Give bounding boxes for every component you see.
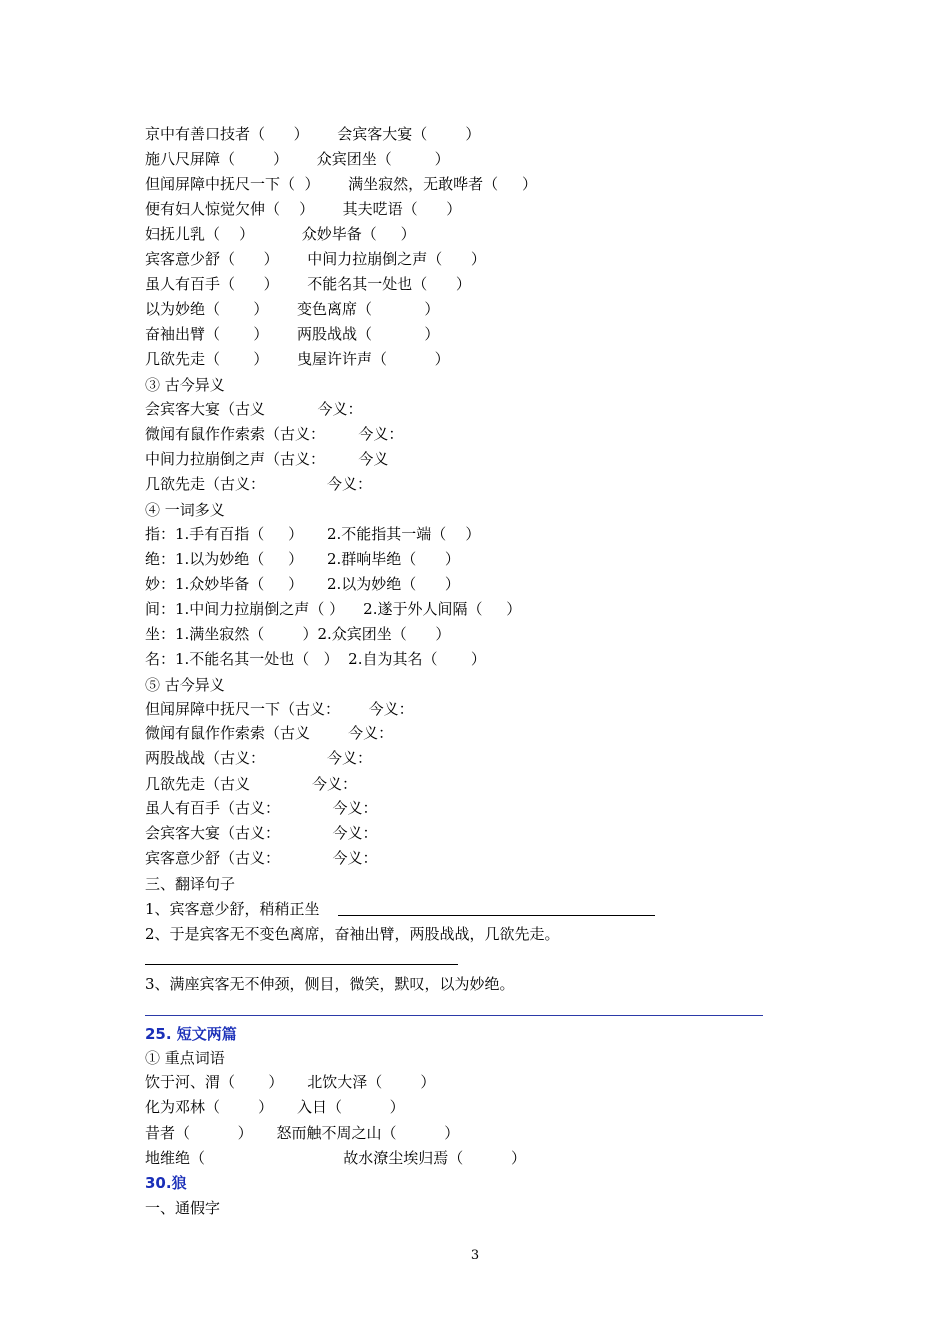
text-line: 中间力拉崩倒之声（古义： 今义 (145, 450, 389, 468)
text-line: 施八尺屏障（ ） 众宾团坐（ ） (145, 150, 450, 168)
answer-underline (338, 915, 655, 916)
text-line: 奋袖出臂（ ） 两股战战（ ） (145, 325, 440, 343)
section-divider (145, 1015, 763, 1016)
text-line: 化为邓林（ ） 入日（ ） (145, 1098, 405, 1116)
text-line: 微闻有鼠作作索索（古义 今义： (145, 724, 394, 742)
text-line: 但闻屏障中抚尺一下（古义： 今义： (145, 700, 414, 718)
section-heading: 三、翻译句子 (145, 875, 236, 893)
text-line: 2、于是宾客无不变色离席，奋袖出臂，两股战战，几欲先走。 (145, 925, 560, 943)
text-line: 3、满座宾客无不伸颈，侧目，微笑，默叹，以为妙绝。 (145, 975, 515, 993)
text-line: 饮于河、渭（ ） 北饮大泽（ ） (145, 1073, 436, 1091)
text-line: 虽人有百手（ ） 不能名其一处也（ ） (145, 275, 471, 293)
text-line: 宾客意少舒（ ） 中间力拉崩倒之声（ ） (145, 250, 486, 268)
section-heading: ③ 古今异义 (145, 376, 225, 394)
text-line: 几欲先走（古义 今义： (145, 775, 357, 793)
section-heading: ④ 一词多义 (145, 501, 225, 519)
text-line: 几欲先走（ ） 曳屋许许声（ ） (145, 350, 450, 368)
text-line: 微闻有鼠作作索索（古义： 今义： (145, 425, 404, 443)
text-line: 便有妇人惊觉欠伸（ ） 其夫呓语（ ） (145, 200, 462, 218)
section-heading: 一、通假字 (145, 1199, 221, 1217)
text-line: 间：1.中间力拉崩倒之声（ ） 2.遂于外人间隔（ ） (145, 600, 522, 618)
text-line: 昔者（ ） 怒而触不周之山（ ） (145, 1124, 460, 1142)
text-line: 两股战战（古义： 今义： (145, 749, 372, 767)
text-line: 宾客意少舒（古义： 今义： (145, 849, 378, 867)
text-line: 地维绝（ 故水潦尘埃归焉（ ） (145, 1149, 526, 1167)
text-line: 会宾客大宴（古义 今义： (145, 400, 363, 418)
text-line: 1、宾客意少舒，稍稍正坐 (145, 900, 320, 918)
text-line: 妙：1.众妙毕备（ ） 2.以为妙绝（ ） (145, 575, 460, 593)
section-title: 25. 短文两篇 (145, 1025, 237, 1043)
section-title: 30.狼 (145, 1174, 187, 1192)
text-line: 指：1.手有百指（ ） 2.不能指其一端（ ） (145, 525, 481, 543)
section-heading: ① 重点词语 (145, 1049, 225, 1067)
text-line: 以为妙绝（ ） 变色离席（ ） (145, 300, 440, 318)
text-line: 绝：1.以为妙绝（ ） 2.群响毕绝（ ） (145, 550, 460, 568)
text-line: 妇抚儿乳（ ） 众妙毕备（ ） (145, 225, 416, 243)
section-heading: ⑤ 古今异义 (145, 676, 225, 694)
text-line: 会宾客大宴（古义： 今义： (145, 824, 378, 842)
text-line: 几欲先走（古义： 今义： (145, 475, 372, 493)
text-line: 名：1.不能名其一处也（ ） 2.自为其名（ ） (145, 650, 486, 668)
page-number: 3 (470, 1248, 480, 1263)
answer-underline (145, 964, 458, 965)
text-line: 但闻屏障中抚尺一下（ ） 满坐寂然，无敢哗者（ ） (145, 175, 537, 193)
text-line: 京中有善口技者（ ） 会宾客大宴（ ） (145, 125, 481, 143)
text-line: 虽人有百手（古义： 今义： (145, 799, 378, 817)
text-line: 坐：1.满坐寂然（ ）2.众宾团坐（ ） (145, 625, 451, 643)
